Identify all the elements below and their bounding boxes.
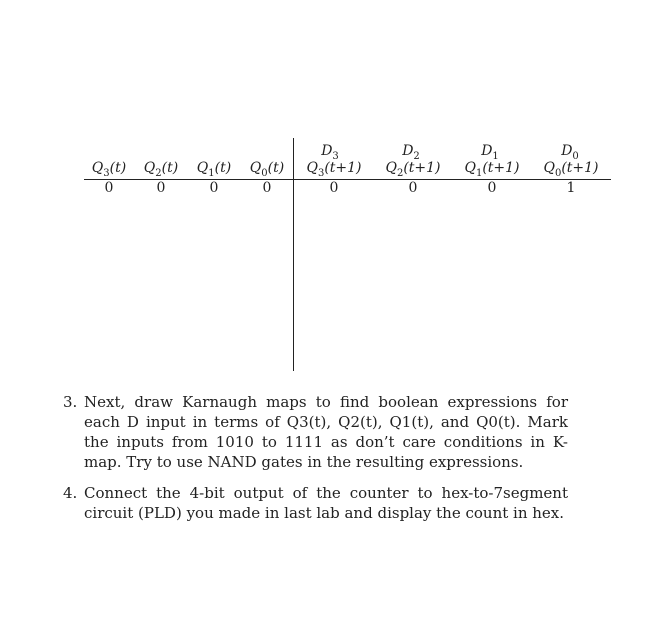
- table-cell: 0: [262, 180, 272, 196]
- table-cell: 0: [487, 180, 497, 196]
- col-header-q0t: $Q_0(t)$: [249, 160, 285, 179]
- d2-header: $D_2$: [402, 143, 420, 162]
- state-divider: [293, 138, 294, 371]
- table-cell: 0: [104, 180, 114, 196]
- d0-header: $D_0$: [561, 143, 579, 162]
- list-item: [63, 392, 568, 472]
- table-cell: 0: [209, 180, 219, 196]
- table-cell: 0: [156, 180, 166, 196]
- table-cell: 0: [408, 180, 418, 196]
- col-header-q2t1: $Q_2(t+1)$: [385, 160, 441, 179]
- table-cell: 0: [329, 180, 339, 196]
- table-cell: 1: [566, 180, 576, 196]
- col-header-q0t1: $Q_0(t+1)$: [543, 160, 599, 179]
- list-item: [63, 483, 568, 523]
- instruction-list: [63, 392, 568, 534]
- item-text: Next, draw Karnaugh maps to find boolean expressions for each D input in terms of Q3(t), Q2(t), Q1(t), and Q0(t). Mark the inputs from 1010 to 1111 as don’t care conditions in K-map. Try to use NAND gates in the resulting expressions.: [84, 393, 568, 471]
- item-number: 3.: [63, 393, 78, 411]
- col-header-q3t1: $Q_3(t+1)$: [306, 160, 362, 179]
- item-number: 4.: [63, 484, 78, 502]
- col-header-q1t: $Q_1(t)$: [196, 160, 232, 179]
- item-text: Connect the 4-bit output of the counter to hex-to-7segment circuit (PLD) you made in last lab and display the count in hex.: [84, 484, 568, 522]
- d3-header: $D_3$: [321, 143, 339, 162]
- col-header-q1t1: $Q_1(t+1)$: [464, 160, 520, 179]
- col-header-q3t: $Q_3(t)$: [91, 160, 127, 179]
- d1-header: $D_1$: [481, 143, 499, 162]
- col-header-q2t: $Q_2(t)$: [143, 160, 179, 179]
